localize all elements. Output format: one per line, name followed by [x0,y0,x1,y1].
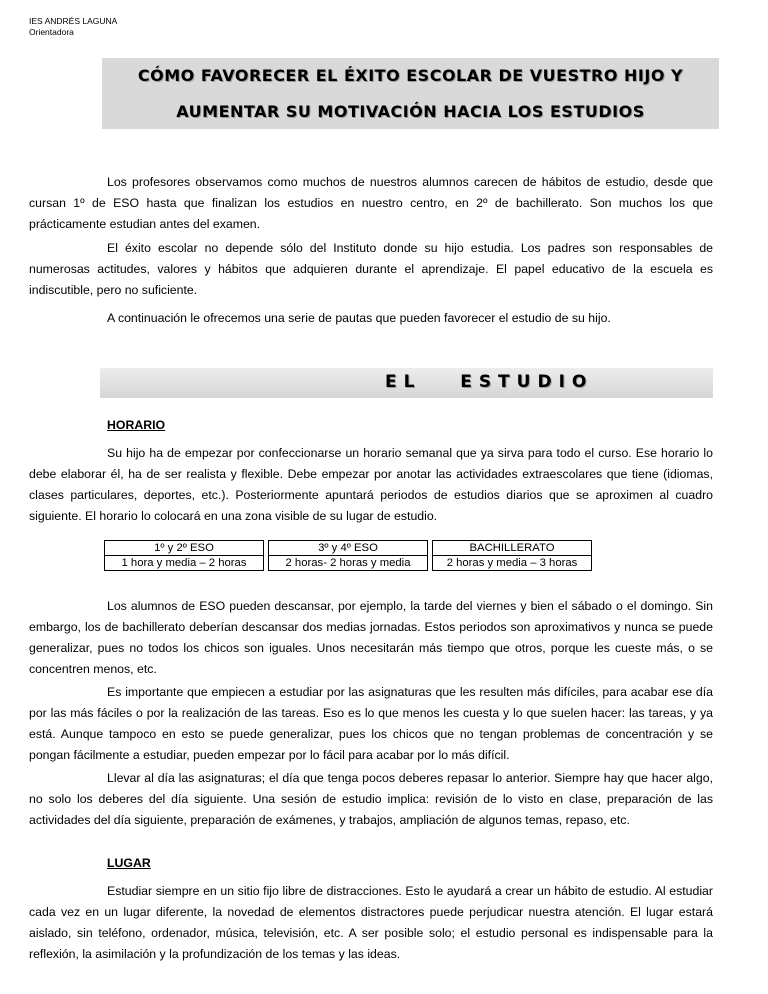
section-title: EL ESTUDIO [385,372,594,392]
intro-paragraph-2 [29,238,713,301]
table-header-cell: 3º y 4º ESO [269,541,428,556]
table-value-row [105,556,592,571]
author-role: Orientadora [29,27,74,37]
section-band [100,368,713,398]
body-paragraph-1 [29,596,713,680]
body-paragraph-1-text: Los alumnos de ESO pueden descansar, por ejemplo, la tarde del viernes y bien el sábado o el domingo. Sin embargo, los de bachillerato deberían descansar dos medias jornadas. Estos periodos son aproximativos y nunca se puede generalizar, pues no todos los chicos son iguales. Unos necesitarán más tiempo que otros, porque les cueste más, o se concentren menos, etc. [29,599,713,676]
intro-paragraph-1-text: Los profesores observamos como muchos de nuestros alumnos carecen de hábitos de estudio, desde que cursan 1º de ESO hasta que finalizan los estudios en nuestro centro, en 2º de bachillerato. Son muchos los que prácticamente estudian antes del examen. [29,175,713,231]
horario-paragraph [29,443,713,527]
document-header [29,16,117,38]
table-header-cell: 1º y 2º ESO [105,541,264,556]
table-value-cell: 2 horas- 2 horas y media [269,556,428,571]
lugar-paragraph [29,881,713,965]
table-header-row [105,541,592,556]
table-header-cell: BACHILLERATO [433,541,592,556]
intro-paragraph-3-text: A continuación le ofrecemos una serie de pautas que pueden favorecer el estudio de su hijo. [107,311,611,325]
body-paragraph-3 [29,768,713,831]
intro-paragraph-2-text: El éxito escolar no depende sólo del Instituto donde su hijo estudia. Los padres son responsables de numerosas actitudes, valores y hábitos que adquieren durante el aprendizaje. El papel educativo de la escuela es indiscutible, pero no suficiente. [29,241,713,297]
document-title-box [102,58,719,129]
body-paragraph-3-text: Llevar al día las asignaturas; el día que tenga pocos deberes repasar lo anterior. Siempre hay que hacer algo, no solo los deberes del día siguiente. Una sesión de estudio implica: revisión de lo visto en clase, preparación de las actividades del día siguiente, preparación de exámenes, y trabajos, ampliación de algunos temas, repaso, etc. [29,771,713,827]
horario-heading: HORARIO [107,418,166,432]
table-value-cell: 2 horas y media – 3 horas [433,556,592,571]
title-line-2: AUMENTAR SU MOTIVACIÓN HACIA LOS ESTUDIOS [176,101,645,121]
horario-paragraph-text: Su hijo ha de empezar por confeccionarse un horario semanal que ya sirva para todo el curso. Ese horario lo debe elaborar él, ha de ser realista y flexible. Debe empezar por anotar las actividades extraescolares que tiene (idiomas, clases particulares, deportes, etc.). Posteriormente apuntará periodos de estudios diarios que se aproximen al cuadro siguiente. El horario lo colocará en una zona visible de su lugar de estudio. [29,446,713,523]
school-name: IES ANDRÉS LAGUNA [29,16,118,26]
intro-paragraph-1 [29,172,713,235]
title-line-1: CÓMO FAVORECER EL ÉXITO ESCOLAR DE VUESTRO HIJO Y [137,65,684,85]
lugar-paragraph-text: Estudiar siempre en un sitio fijo libre de distracciones. Esto le ayudará a crear un hábito de estudio. Al estudiar cada vez en un lugar diferente, la novedad de elementos distractores puede perjudicar nuestra atención. El lugar estará aislado, sin teléfono, ordenador, música, televisión, etc. A ser posible solo; el estudio personal es indispensable para la reflexión, la asimilación y la profundización de los temas y las ideas. [29,884,713,961]
body-paragraph-2-text: Es importante que empiecen a estudiar por las asignaturas que les resulten más difíciles, para acabar ese día por las más fáciles o por la realización de las tareas. Eso es lo que menos les cuesta y lo que suelen hacer: las tareas, y ya está. Aunque tampoco en esto se puede generalizar, pues los chicos que no tengan problemas de concentración y se pongan fácilmente a estudiar, pueden empezar por lo fácil para acabar por lo más difícil. [29,685,713,762]
table-value-cell: 1 hora y media – 2 horas [105,556,264,571]
lugar-heading: LUGAR [107,856,151,870]
body-paragraph-2 [29,682,713,766]
study-hours-table [104,540,592,571]
intro-paragraph-3 [29,308,713,329]
